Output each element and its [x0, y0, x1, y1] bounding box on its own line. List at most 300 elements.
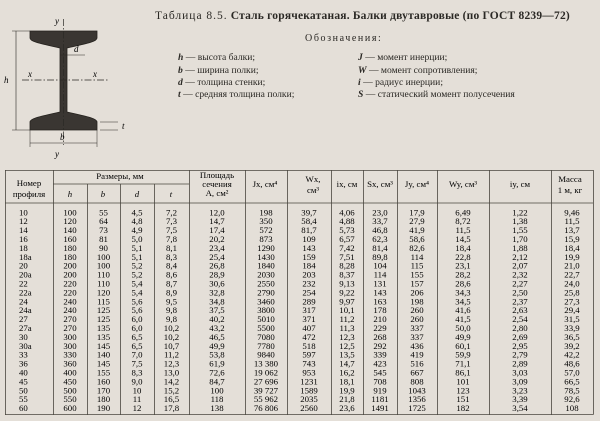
- table-cell: 1,22: [512, 207, 528, 218]
- table-cell: 5,4: [131, 278, 143, 289]
- table-title: [155, 10, 570, 22]
- table-cell: 28,6: [455, 278, 471, 289]
- table-cell: 40: [19, 367, 28, 378]
- table-cell: 270: [63, 323, 77, 333]
- legend-symbol: i: [358, 77, 361, 88]
- table-cell: 81,7: [301, 225, 317, 236]
- table-cell: 110: [97, 269, 110, 280]
- table-cell: 6,49: [455, 207, 471, 218]
- table-cell: 545: [373, 367, 387, 378]
- table-cell: 115: [410, 260, 424, 271]
- table-cell: 10,1: [339, 305, 355, 316]
- table-cell: 24,0: [564, 278, 580, 289]
- table-cell: 2,80: [512, 323, 528, 333]
- legend-text: — ширина полки;: [185, 65, 259, 76]
- table-cell: 2,27: [512, 278, 528, 289]
- table-cell: 16,5: [163, 394, 180, 405]
- table-cell: 5,1: [131, 242, 143, 253]
- table-cell: 125: [96, 305, 111, 316]
- table-cell: 8,1: [166, 242, 177, 253]
- table-cell: 292: [373, 340, 387, 351]
- header-profile-2: профиля: [12, 189, 46, 199]
- table-cell: 3,09: [512, 376, 528, 387]
- table-cell: 9,5: [166, 296, 177, 307]
- header-wx-2: см³: [306, 185, 320, 195]
- table-cell: 41,9: [409, 225, 425, 236]
- table-cell: 182: [456, 403, 470, 414]
- legend-text: — радиус инерции;: [363, 77, 443, 88]
- table-cell: 2,12: [512, 251, 528, 262]
- table-cell: 7080: [257, 331, 275, 342]
- table-cell: 125: [96, 314, 111, 325]
- table-cell: 23,0: [372, 207, 388, 218]
- table-cell: 22а: [19, 287, 32, 298]
- table-cell: 200: [63, 260, 77, 271]
- table-cell: 550: [63, 394, 77, 405]
- table-cell: 16: [19, 234, 28, 244]
- table-cell: 2035: [300, 394, 318, 405]
- table-cell: 37,5: [209, 305, 225, 316]
- label-d: d: [74, 44, 79, 54]
- table-cell: 104: [373, 260, 387, 271]
- table-cell: 1181: [371, 394, 389, 405]
- table-cell: 2550: [257, 278, 275, 289]
- table-body: [19, 207, 580, 413]
- table-cell: 71,1: [455, 358, 471, 369]
- table-cell: 2,89: [512, 358, 528, 369]
- table-cell: 6,5: [131, 340, 143, 351]
- table-cell: 27а: [19, 323, 32, 333]
- table-cell: 1290: [257, 242, 275, 253]
- table-cell: 22: [19, 278, 28, 289]
- table-cell: 39 727: [253, 385, 279, 396]
- table-cell: 13,5: [339, 349, 355, 360]
- table-cell: 18а: [19, 251, 32, 262]
- beam-table: [5, 170, 595, 415]
- table-cell: 89,8: [372, 251, 388, 262]
- table-cell: 708: [373, 376, 387, 387]
- table-cell: 143: [302, 242, 316, 253]
- table-cell: 232: [302, 278, 316, 289]
- table-cell: 28,2: [455, 269, 471, 280]
- header-wx-1: Wx,: [305, 174, 321, 184]
- table-cell: 5,6: [131, 296, 143, 307]
- label-x-right: x: [93, 69, 97, 79]
- table-cell: 500: [63, 385, 77, 396]
- table-cell: 9,13: [339, 278, 355, 289]
- table-cell: 7,0: [131, 349, 143, 360]
- table-cell: 220: [63, 278, 77, 289]
- table-cell: 81: [99, 234, 108, 244]
- table-cell: 240: [63, 296, 77, 307]
- table-cell: 92,6: [564, 394, 580, 405]
- legend-text: — момент сопротивления;: [368, 65, 478, 76]
- table-cell: 317: [302, 305, 316, 316]
- table-cell: 143: [373, 287, 387, 298]
- table-cell: 84,7: [209, 376, 225, 387]
- table-cell: 1589: [300, 385, 318, 396]
- table-cell: 72,6: [209, 367, 225, 378]
- table-cell: 145: [96, 358, 111, 369]
- header-t: t: [169, 189, 173, 199]
- table-cell: 29,4: [564, 305, 580, 316]
- table-cell: 17,9: [409, 207, 425, 218]
- header-sizes: Размеры, мм: [96, 171, 144, 181]
- table-cell: 24а: [19, 305, 32, 316]
- table-cell: 26,8: [209, 260, 225, 271]
- table-cell: 8,28: [339, 260, 355, 271]
- table-cell: 11,3: [339, 323, 355, 333]
- header-jy: Jy, см⁴: [404, 179, 430, 189]
- table-cell: 110: [97, 278, 110, 289]
- table-cell: 7780: [257, 340, 275, 351]
- table-cell: 55: [19, 394, 28, 405]
- table-cell: 919: [373, 385, 387, 396]
- table-cell: 190: [96, 403, 111, 414]
- header-mass-2: 1 м, кг: [557, 185, 583, 195]
- table-cell: 145: [96, 340, 111, 351]
- table-cell: 180: [63, 251, 77, 262]
- table-cell: 953: [302, 367, 316, 378]
- table-cell: 46,5: [209, 331, 225, 342]
- table-cell: 8,72: [455, 216, 471, 227]
- header-sx: Sx, см³: [367, 179, 393, 189]
- table-cell: 5,0: [131, 234, 143, 244]
- header-wy: Wy, см³: [448, 179, 478, 189]
- table-cell: 3460: [257, 296, 275, 307]
- table-cell: 55: [99, 207, 108, 218]
- table-cell: 8,7: [166, 278, 177, 289]
- table-cell: 49,9: [455, 331, 471, 342]
- label-y-bottom: y: [55, 149, 59, 159]
- table-cell: 10,2: [163, 323, 180, 333]
- table-cell: 55 962: [253, 394, 279, 405]
- table-cell: 337: [410, 323, 424, 333]
- table-cell: 198: [259, 207, 273, 218]
- table-cell: 14,5: [455, 234, 471, 244]
- table-cell: 120: [63, 216, 77, 227]
- table-cell: 86,1: [455, 367, 471, 378]
- table-cell: 419: [410, 349, 424, 360]
- table-cell: 184: [302, 260, 316, 271]
- table-cell: 7,42: [339, 242, 355, 253]
- table-cell: 60: [19, 403, 28, 414]
- table-cell: 13,0: [163, 367, 180, 378]
- table-cell: 10: [132, 385, 142, 396]
- legend-b: [178, 65, 259, 76]
- table-cell: 7,51: [339, 251, 355, 262]
- table-cell: 8,9: [166, 287, 177, 298]
- table-cell: 34,3: [455, 287, 471, 298]
- table-cell: 5,2: [131, 260, 143, 271]
- legend-text: — высота балки;: [185, 52, 256, 63]
- table-cell: 100: [96, 251, 111, 262]
- table-cell: 64: [99, 216, 108, 227]
- table-cell: 400: [63, 367, 77, 378]
- table-cell: 82,6: [409, 242, 425, 253]
- table-cell: 1356: [408, 394, 426, 405]
- table-cell: 23,1: [455, 260, 471, 271]
- table-cell: 43,2: [209, 323, 225, 333]
- table-cell: 3,23: [512, 385, 528, 396]
- table-cell: 743: [302, 358, 316, 369]
- legend-text: — момент инерции;: [365, 52, 448, 63]
- table-cell: 8,37: [339, 269, 355, 280]
- table-cell: 407: [302, 323, 316, 333]
- table-cell: 229: [373, 323, 387, 333]
- table-cell: 42,2: [564, 349, 580, 360]
- table-cell: 48,6: [564, 358, 580, 369]
- table-cell: 13 380: [253, 358, 279, 369]
- table-cell: 300: [63, 331, 77, 342]
- table-cell: 21,0: [564, 260, 580, 271]
- table-cell: 2,54: [512, 314, 528, 325]
- table-cell: 33,9: [564, 323, 580, 333]
- table-cell: 3800: [257, 305, 275, 316]
- table-cell: 5010: [257, 314, 275, 325]
- table-cell: 81,4: [372, 242, 388, 253]
- table-cell: 22,8: [455, 251, 471, 262]
- table-cell: 450: [63, 376, 77, 387]
- table-cell: 30: [19, 331, 28, 342]
- table-cell: 10,7: [163, 340, 180, 351]
- table-cell: 22,7: [564, 269, 580, 280]
- table-cell: 1840: [257, 260, 275, 271]
- legend-text: — средняя толщина полки;: [183, 89, 295, 100]
- table-number: Таблица 8.5.: [155, 10, 228, 22]
- table-cell: 240: [63, 305, 77, 316]
- table-cell: 2560: [300, 403, 318, 414]
- table-cell: 12: [132, 403, 142, 414]
- table-cell: 11,5: [564, 216, 580, 227]
- legend-symbol: t: [178, 89, 181, 100]
- legend-w: [358, 65, 477, 76]
- table-cell: 9,8: [166, 314, 177, 325]
- legend-text: — статический момент полусечения: [365, 89, 515, 100]
- table-cell: 268: [373, 331, 387, 342]
- table-cell: 3,03: [512, 367, 528, 378]
- legend-i: [358, 77, 443, 88]
- table-cell: 203: [302, 269, 316, 280]
- table-cell: 23,6: [339, 403, 355, 414]
- table-cell: 423: [373, 358, 387, 369]
- table-cell: 9,22: [339, 287, 355, 298]
- table-cell: 7,2: [166, 207, 177, 218]
- table-cell: 135: [96, 323, 111, 333]
- table-cell: 206: [410, 287, 424, 298]
- table-cell: 140: [96, 349, 111, 360]
- table-cell: 32,8: [209, 287, 225, 298]
- label-h: h: [4, 75, 9, 85]
- table-cell: 21,8: [339, 394, 355, 405]
- table-cell: 118: [210, 394, 224, 405]
- table-cell: 23,4: [209, 242, 225, 253]
- table-cell: 436: [410, 340, 424, 351]
- table-cell: 1,38: [512, 216, 528, 227]
- table-cell: 2,63: [512, 305, 528, 316]
- table-cell: 11,2: [339, 314, 355, 325]
- table-cell: 2,69: [512, 331, 528, 342]
- table-cell: 472: [302, 331, 316, 342]
- table-cell: 11: [132, 394, 142, 405]
- table-cell: 270: [63, 314, 77, 325]
- table-cell: 30а: [19, 340, 32, 351]
- header-profile-1: Номер: [16, 178, 42, 188]
- table-cell: 76 806: [253, 403, 279, 414]
- table-cell: 27: [19, 314, 28, 325]
- table-cell: 160: [96, 376, 111, 387]
- table-cell: 100: [210, 385, 224, 396]
- header-area-2: сечения: [202, 179, 232, 189]
- table-cell: 9840: [257, 349, 275, 360]
- legend-h: [178, 52, 255, 63]
- table-cell: 33,7: [372, 216, 388, 227]
- table-cell: 66,5: [564, 376, 580, 387]
- table-cell: 17,4: [209, 225, 225, 236]
- table-cell: 667: [410, 367, 424, 378]
- table-cell: 12: [19, 216, 28, 227]
- legend-d: [178, 77, 265, 88]
- table-cell: 19 062: [253, 367, 279, 378]
- table-cell: 170: [96, 385, 111, 396]
- legend-j: [358, 52, 447, 63]
- table-cell: 27,3: [564, 296, 580, 307]
- header-area-3: A, см²: [205, 188, 229, 198]
- table-cell: 260: [410, 305, 424, 316]
- table-cell: 339: [373, 349, 387, 360]
- table-cell: 4,88: [339, 216, 355, 227]
- legend-symbol: W: [358, 65, 367, 76]
- header-h: h: [67, 189, 73, 199]
- table-cell: 20,2: [209, 234, 225, 244]
- table-cell: 200: [63, 269, 77, 280]
- table-cell: 78,5: [564, 385, 580, 396]
- header-d: d: [134, 189, 140, 199]
- table-cell: 4,9: [131, 225, 143, 236]
- legend-symbol: b: [178, 65, 183, 76]
- i-beam-diagram: [0, 15, 150, 163]
- table-cell: 39,7: [301, 207, 317, 218]
- table-cell: 115: [97, 296, 110, 307]
- table-cell: 9,46: [564, 207, 580, 218]
- table-cell: 18,4: [564, 242, 580, 253]
- table-cell: 260: [410, 314, 424, 325]
- table-cell: 254: [302, 287, 316, 298]
- table-cell: 120: [96, 287, 111, 298]
- table-cell: 50,0: [455, 323, 471, 333]
- table-cell: 12,0: [209, 207, 225, 218]
- table-cell: 155: [96, 367, 111, 378]
- table-cell: 10,2: [163, 331, 180, 342]
- header-ix: ix, см: [336, 179, 358, 189]
- table-cell: 6,0: [131, 323, 143, 333]
- table-cell: 135: [96, 331, 111, 342]
- table-cell: 1231: [300, 376, 318, 387]
- table-cell: 73: [99, 225, 108, 236]
- table-cell: 160: [63, 234, 77, 244]
- legend-symbol: J: [358, 52, 363, 63]
- table-cell: 58,6: [409, 234, 425, 244]
- table-cell: 24: [19, 296, 28, 307]
- table-cell: 16,2: [339, 367, 355, 378]
- table-cell: 5,4: [131, 287, 143, 298]
- table-cell: 3,54: [512, 403, 528, 414]
- table-cell: 300: [63, 340, 77, 351]
- table-cell: 33: [19, 349, 28, 360]
- table-cell: 46,8: [372, 225, 388, 236]
- table-caption: Сталь горячекатаная. Балки двутавровые (по ГОСТ 8239—72): [230, 10, 570, 22]
- table-cell: 36,5: [564, 331, 580, 342]
- table-cell: 9,97: [339, 296, 355, 307]
- table-cell: 600: [63, 403, 77, 414]
- table-cell: 9,8: [166, 305, 177, 316]
- table-cell: 27,9: [409, 216, 425, 227]
- table-cell: 2,32: [512, 269, 528, 280]
- legend-text: — толщина стенки;: [185, 77, 266, 88]
- table-cell: 6,0: [131, 314, 143, 325]
- table-cell: 289: [302, 296, 316, 307]
- table-cell: 2,95: [512, 340, 528, 351]
- table-cell: 6,57: [339, 234, 355, 244]
- table-cell: 36: [19, 358, 28, 369]
- table-cell: 157: [410, 278, 424, 289]
- table-cell: 14,7: [339, 358, 355, 369]
- table-cell: 2790: [257, 287, 275, 298]
- table-cell: 45: [19, 376, 28, 387]
- table-cell: 518: [302, 340, 316, 351]
- table-cell: 1,70: [512, 234, 528, 244]
- table-cell: 14,7: [209, 216, 225, 227]
- table-cell: 138: [210, 403, 224, 414]
- table-cell: 140: [63, 225, 77, 236]
- legend-t: [178, 89, 294, 100]
- table-cell: 210: [373, 314, 387, 325]
- table-cell: 49,9: [209, 340, 225, 351]
- table-cell: 7,5: [166, 225, 177, 236]
- label-x-left: x: [28, 69, 32, 79]
- table-cell: 180: [96, 394, 111, 405]
- table-cell: 572: [259, 225, 273, 236]
- table-cell: 1043: [408, 385, 426, 396]
- table-cell: 5,73: [339, 225, 355, 236]
- table-cell: 10: [19, 207, 28, 218]
- label-y-top: y: [55, 16, 59, 26]
- legend-symbol: S: [358, 89, 364, 100]
- table-cell: 220: [63, 287, 77, 298]
- table-cell: 25,4: [209, 251, 225, 262]
- table-cell: 100: [63, 207, 77, 218]
- table-cell: 1430: [257, 251, 275, 262]
- table-cell: 5,2: [131, 269, 143, 280]
- table-cell: 8,6: [166, 269, 177, 280]
- table-cell: 30,6: [209, 278, 225, 289]
- legend-s: [358, 89, 515, 100]
- table-cell: 4,8: [131, 216, 143, 227]
- table-cell: 3,39: [512, 394, 528, 405]
- table-cell: 12,3: [339, 331, 355, 342]
- table-cell: 350: [259, 216, 273, 227]
- table-cell: 19,9: [339, 385, 355, 396]
- table-cell: 62,3: [372, 234, 388, 244]
- table-cell: 2,37: [512, 296, 528, 307]
- table-cell: 11,5: [455, 225, 471, 236]
- table-cell: 1,55: [512, 225, 528, 236]
- table-cell: 12,3: [163, 358, 180, 369]
- header-mass-1: Масса: [558, 174, 582, 184]
- table-cell: 330: [63, 349, 77, 360]
- table-cell: 34,8: [209, 296, 225, 307]
- table-cell: 2,79: [512, 349, 528, 360]
